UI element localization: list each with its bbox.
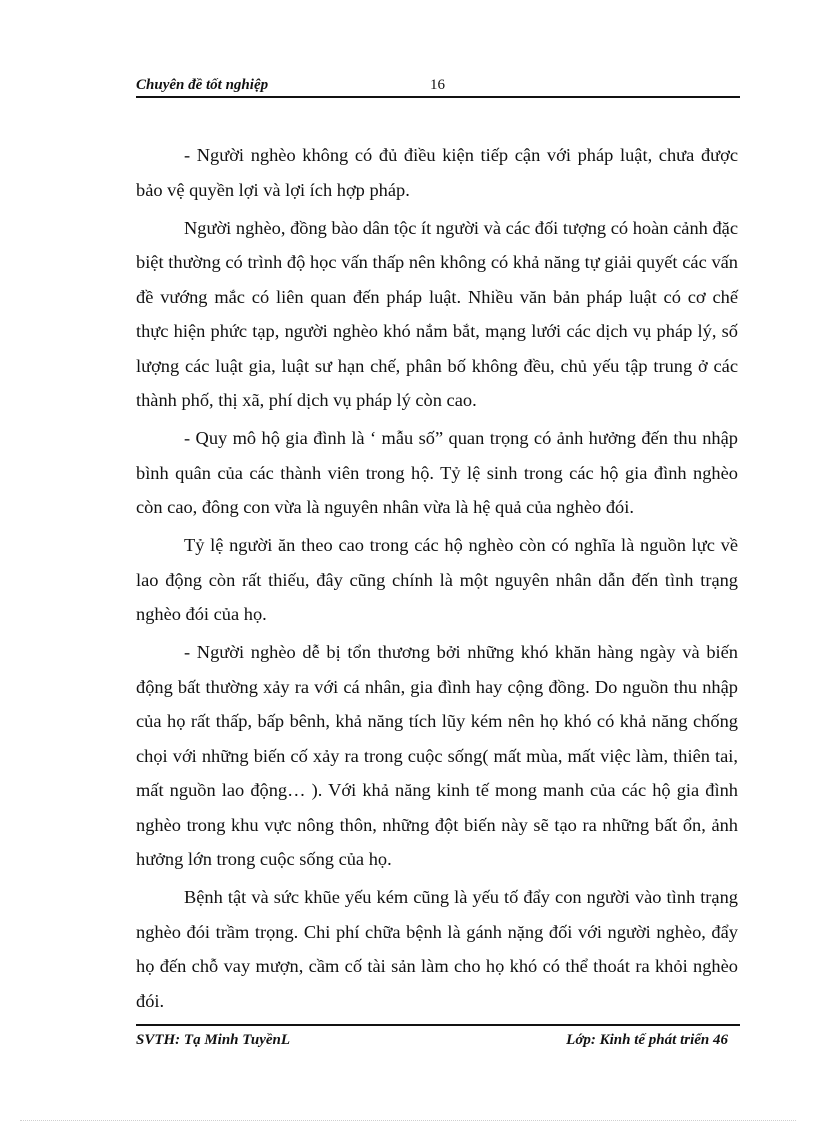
paragraph: Tỷ lệ người ăn theo cao trong các hộ nghèo còn có nghĩa là nguồn lực về lao động còn rất thiếu, đây cũng chính là một nguyên nhân dẫn đến tình trạng nghèo đói của họ. [136,535,738,624]
body-text [136,138,738,1018]
paragraph: - Quy mô hộ gia đình là ‘ mẫu số” quan trọng có ảnh hưởng đến thu nhập bình quân của các thành viên trong hộ. Tỷ lệ sinh trong các hộ gia đình nghèo còn cao, đông con vừa là nguyên nhân vừa là hệ quả của nghèo đói. [136,428,738,517]
page-number: 16 [430,77,445,93]
footer-author: SVTH: Tạ Minh TuyềnL [136,1032,291,1048]
paragraph: - Người nghèo không có đủ điều kiện tiếp cận với pháp luật, chưa được bảo vệ quyền lợi và lợi ích hợp pháp. [136,145,738,200]
header-title: Chuyên đề tốt nghiệp [136,77,269,93]
paragraph: - Người nghèo dễ bị tổn thương bởi những khó khăn hàng ngày và biến động bất thường xảy ra với cá nhân, gia đình hay cộng đồng. Do nguồn thu nhập của họ rất thấp, bấp bênh, khả năng tích lũy kém nên họ khó có khả năng chống chọi với những biến cố xảy ra trong cuộc sống( mất mùa, mất việc làm, thiên tai, mất nguồn lao động… ). Với khả năng kinh tế mong manh của các hộ gia đình nghèo trong khu vực nông thôn, những đột biến này sẽ tạo ra những bất ổn, ảnh hưởng lớn trong cuộc sống của họ. [136,642,738,869]
paragraph: Bệnh tật và sức khũe yếu kém cũng là yếu tố đẩy con người vào tình trạng nghèo đói trầm trọng. Chi phí chữa bệnh là gánh nặng đối với người nghèo, đẩy họ đến chỗ vay mượn, cầm cố tài sản làm cho họ khó có thể thoát ra khỏi nghèo đói. [136,887,738,1011]
page-header [136,74,740,98]
footer-class: Lớp: Kinh tế phát triển 46 [566,1032,728,1048]
paragraph: Người nghèo, đồng bào dân tộc ít người và các đối tượng có hoàn cảnh đặc biệt thường có trình độ học vấn thấp nên không có khả năng tự giải quyết các vấn đề vướng mắc có liên quan đến pháp luật. Nhiều văn bản pháp luật có cơ chế thực hiện phức tạp, người nghèo khó nắm bắt, mạng lưới các dịch vụ pháp lý, số lượng các luật gia, luật sư hạn chế, phân bố không đều, chủ yếu tập trung ở các thành phố, thị xã, phí dịch vụ pháp lý còn cao. [136,217,738,410]
page-footer [136,1024,740,1052]
page-edge-divider [20,1120,796,1121]
